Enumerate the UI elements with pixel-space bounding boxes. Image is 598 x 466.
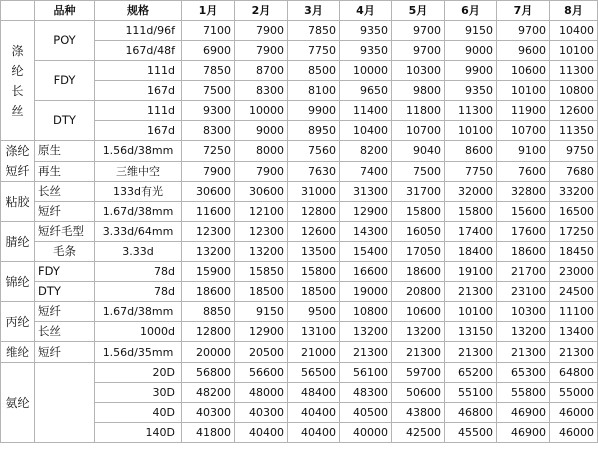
price-cell: 10400 (340, 121, 392, 141)
price-cell: 8850 (182, 302, 235, 322)
price-cell: 7630 (288, 161, 340, 182)
table-row (1, 242, 598, 262)
price-cell: 7850 (288, 21, 340, 41)
price-cell: 10700 (497, 121, 550, 141)
price-cell: 31300 (340, 182, 392, 202)
price-cell: 32000 (445, 182, 497, 202)
price-cell: 8200 (340, 141, 392, 162)
variety-cell: 短纤 (35, 342, 95, 363)
price-cell: 9350 (340, 21, 392, 41)
price-cell: 9650 (340, 81, 392, 101)
price-cell: 7500 (182, 81, 235, 101)
category-cell: 涤纶短纤 (1, 141, 35, 182)
variety-cell (35, 363, 95, 443)
price-cell: 9040 (392, 141, 445, 162)
price-cell: 9600 (497, 41, 550, 61)
spec-cell: 111d/96f (95, 21, 182, 41)
price-cell: 8950 (288, 121, 340, 141)
price-cell: 11100 (550, 302, 598, 322)
price-cell: 7500 (392, 161, 445, 182)
price-cell: 45500 (445, 423, 497, 443)
price-cell: 40000 (340, 423, 392, 443)
price-cell: 10300 (497, 302, 550, 322)
price-cell: 17050 (392, 242, 445, 262)
variety-cell: POY (35, 21, 95, 61)
price-cell: 65200 (445, 363, 497, 383)
price-cell: 46800 (445, 403, 497, 423)
price-cell: 11600 (182, 202, 235, 222)
price-cell: 48400 (288, 383, 340, 403)
price-cell: 10300 (392, 61, 445, 81)
price-cell: 30600 (182, 182, 235, 202)
spec-cell: 1.67d/38mm (95, 202, 182, 222)
price-cell: 8700 (235, 61, 288, 81)
price-cell: 16050 (392, 222, 445, 242)
price-cell: 10800 (550, 81, 598, 101)
price-cell: 10600 (497, 61, 550, 81)
spec-cell: 3.33d/64mm (95, 222, 182, 242)
table-row (1, 21, 598, 41)
price-cell: 17400 (445, 222, 497, 242)
price-cell: 33200 (550, 182, 598, 202)
price-cell: 15800 (288, 262, 340, 282)
variety-cell: 短纤毛型 (35, 222, 95, 242)
price-cell: 8600 (445, 141, 497, 162)
price-cell: 9750 (550, 141, 598, 162)
spec-cell: 111d (95, 101, 182, 121)
spec-cell: 40D (95, 403, 182, 423)
variety-cell: 毛条 (35, 242, 95, 262)
header-variety: 品种 (35, 1, 95, 21)
price-cell: 18500 (288, 282, 340, 302)
price-cell: 9500 (288, 302, 340, 322)
table-row (1, 302, 598, 322)
price-cell: 10100 (497, 81, 550, 101)
price-cell: 9150 (235, 302, 288, 322)
price-cell: 7900 (235, 41, 288, 61)
price-cell: 13150 (445, 322, 497, 342)
category-cell: 维纶 (1, 342, 35, 363)
table-row (1, 141, 598, 162)
price-cell: 7250 (182, 141, 235, 162)
price-cell: 18600 (497, 242, 550, 262)
price-cell: 21300 (392, 342, 445, 363)
price-cell: 12100 (235, 202, 288, 222)
table-row (1, 182, 598, 202)
table-row (1, 101, 598, 121)
price-cell: 12800 (182, 322, 235, 342)
spec-cell: 167d (95, 121, 182, 141)
price-cell: 64800 (550, 363, 598, 383)
spec-cell: 1000d (95, 322, 182, 342)
price-cell: 13400 (550, 322, 598, 342)
price-cell: 18450 (550, 242, 598, 262)
price-cell: 8000 (235, 141, 288, 162)
price-cell: 30600 (235, 182, 288, 202)
header-spec: 规格 (95, 1, 182, 21)
price-cell: 9150 (445, 21, 497, 41)
price-cell: 13200 (497, 322, 550, 342)
price-cell: 16600 (340, 262, 392, 282)
variety-cell: 长丝 (35, 182, 95, 202)
header-month-1: 1月 (182, 1, 235, 21)
price-cell: 55000 (550, 383, 598, 403)
price-cell: 7100 (182, 21, 235, 41)
table-row (1, 262, 598, 282)
category-cell: 氨纶 (1, 363, 35, 443)
price-cell: 48200 (182, 383, 235, 403)
price-cell: 56500 (288, 363, 340, 383)
price-cell: 9800 (392, 81, 445, 101)
spec-cell: 20D (95, 363, 182, 383)
spec-cell: 1.56d/35mm (95, 342, 182, 363)
price-cell: 7850 (182, 61, 235, 81)
header-month-5: 5月 (392, 1, 445, 21)
header-month-3: 3月 (288, 1, 340, 21)
variety-cell: DTY (35, 282, 95, 302)
price-cell: 15600 (497, 202, 550, 222)
table-row (1, 363, 598, 383)
price-cell: 11350 (550, 121, 598, 141)
price-cell: 13500 (288, 242, 340, 262)
price-cell: 7400 (340, 161, 392, 182)
price-cell: 32800 (497, 182, 550, 202)
price-cell: 13100 (288, 322, 340, 342)
price-cell: 65300 (497, 363, 550, 383)
price-cell: 8300 (235, 81, 288, 101)
price-cell: 15800 (392, 202, 445, 222)
price-cell: 11800 (392, 101, 445, 121)
price-cell: 56600 (235, 363, 288, 383)
price-cell: 31000 (288, 182, 340, 202)
price-cell: 15900 (182, 262, 235, 282)
price-cell: 8500 (288, 61, 340, 81)
price-cell: 23000 (550, 262, 598, 282)
price-cell: 56800 (182, 363, 235, 383)
price-cell: 17250 (550, 222, 598, 242)
price-cell: 56100 (340, 363, 392, 383)
price-cell: 40400 (288, 403, 340, 423)
price-cell: 9900 (445, 61, 497, 81)
price-cell: 10700 (392, 121, 445, 141)
header-month-4: 4月 (340, 1, 392, 21)
price-cell: 18600 (182, 282, 235, 302)
price-cell: 42500 (392, 423, 445, 443)
price-cell: 14300 (340, 222, 392, 242)
price-cell: 10800 (340, 302, 392, 322)
price-cell: 21300 (550, 342, 598, 363)
price-cell: 12800 (288, 202, 340, 222)
price-cell: 40300 (235, 403, 288, 423)
spec-cell: 167d/48f (95, 41, 182, 61)
spec-cell: 30D (95, 383, 182, 403)
category-cell: 粘胶 (1, 182, 35, 222)
variety-cell: 原生 (35, 141, 95, 162)
price-cell: 10100 (445, 121, 497, 141)
price-cell: 12900 (235, 322, 288, 342)
price-cell: 9350 (445, 81, 497, 101)
price-cell: 55800 (497, 383, 550, 403)
price-cell: 13200 (235, 242, 288, 262)
price-cell: 46900 (497, 403, 550, 423)
variety-cell: 长丝 (35, 322, 95, 342)
header-month-6: 6月 (445, 1, 497, 21)
spec-cell: 3.33d (95, 242, 182, 262)
spec-cell: 167d (95, 81, 182, 101)
price-cell: 19100 (445, 262, 497, 282)
price-cell: 13200 (340, 322, 392, 342)
price-cell: 31700 (392, 182, 445, 202)
price-cell: 10000 (340, 61, 392, 81)
category-cell: 腈纶 (1, 222, 35, 262)
price-cell: 40300 (182, 403, 235, 423)
header-month-7: 7月 (497, 1, 550, 21)
table-row (1, 222, 598, 242)
price-cell: 19000 (340, 282, 392, 302)
price-cell: 21700 (497, 262, 550, 282)
price-cell: 12900 (340, 202, 392, 222)
price-cell: 21300 (445, 282, 497, 302)
price-cell: 20000 (182, 342, 235, 363)
table-row (1, 61, 598, 81)
price-cell: 11300 (550, 61, 598, 81)
price-cell: 9300 (182, 101, 235, 121)
price-cell: 17600 (497, 222, 550, 242)
price-cell: 15800 (445, 202, 497, 222)
price-cell: 8300 (182, 121, 235, 141)
price-cell: 18500 (235, 282, 288, 302)
table-row (1, 282, 598, 302)
price-cell: 10100 (550, 41, 598, 61)
price-cell: 21300 (497, 342, 550, 363)
price-cell: 18400 (445, 242, 497, 262)
variety-cell: 短纤 (35, 202, 95, 222)
header-category (1, 1, 35, 21)
spec-cell: 78d (95, 262, 182, 282)
price-cell: 12600 (288, 222, 340, 242)
header-month-8: 8月 (550, 1, 598, 21)
price-cell: 12600 (550, 101, 598, 121)
price-cell: 41800 (182, 423, 235, 443)
price-cell: 50600 (392, 383, 445, 403)
price-cell: 7750 (445, 161, 497, 182)
price-cell: 11300 (445, 101, 497, 121)
price-cell: 40400 (288, 423, 340, 443)
price-cell: 55100 (445, 383, 497, 403)
price-cell: 46000 (550, 403, 598, 423)
price-cell: 48300 (340, 383, 392, 403)
price-cell: 43800 (392, 403, 445, 423)
price-cell: 10400 (550, 21, 598, 41)
price-cell: 23100 (497, 282, 550, 302)
price-cell: 7900 (235, 161, 288, 182)
spec-cell: 1.56d/38mm (95, 141, 182, 162)
variety-cell: FDY (35, 61, 95, 101)
price-cell: 13200 (392, 322, 445, 342)
price-cell: 20500 (235, 342, 288, 363)
variety-cell: 短纤 (35, 302, 95, 322)
variety-cell: FDY (35, 262, 95, 282)
price-cell: 46000 (550, 423, 598, 443)
price-cell: 21000 (288, 342, 340, 363)
price-cell: 16500 (550, 202, 598, 222)
price-cell: 59700 (392, 363, 445, 383)
price-cell: 24500 (550, 282, 598, 302)
table-row (1, 161, 598, 182)
spec-cell: 1.67d/38mm (95, 302, 182, 322)
header-month-2: 2月 (235, 1, 288, 21)
table-row (1, 202, 598, 222)
price-cell: 10100 (445, 302, 497, 322)
table-row (1, 342, 598, 363)
price-cell: 12300 (235, 222, 288, 242)
price-cell: 10000 (235, 101, 288, 121)
variety-cell: DTY (35, 101, 95, 141)
price-cell: 7750 (288, 41, 340, 61)
price-cell: 8100 (288, 81, 340, 101)
variety-cell: 再生 (35, 161, 95, 182)
price-cell: 7680 (550, 161, 598, 182)
price-cell: 40500 (340, 403, 392, 423)
price-cell: 11400 (340, 101, 392, 121)
price-cell: 7600 (497, 161, 550, 182)
price-cell: 21300 (340, 342, 392, 363)
spec-cell: 三维中空 (95, 161, 182, 182)
price-cell: 15400 (340, 242, 392, 262)
price-cell: 7560 (288, 141, 340, 162)
price-cell: 9100 (497, 141, 550, 162)
price-cell: 10600 (392, 302, 445, 322)
price-cell: 6900 (182, 41, 235, 61)
price-cell: 20800 (392, 282, 445, 302)
category-cell: 涤纶长丝 (1, 21, 35, 141)
spec-cell: 78d (95, 282, 182, 302)
price-cell: 46900 (497, 423, 550, 443)
price-cell: 48000 (235, 383, 288, 403)
price-cell: 7900 (235, 21, 288, 41)
price-cell: 9700 (497, 21, 550, 41)
price-cell: 9000 (235, 121, 288, 141)
spec-cell: 140D (95, 423, 182, 443)
price-cell: 9000 (445, 41, 497, 61)
price-cell: 9350 (340, 41, 392, 61)
spec-cell: 111d (95, 61, 182, 81)
price-cell: 40400 (235, 423, 288, 443)
price-cell: 13200 (182, 242, 235, 262)
price-cell: 15850 (235, 262, 288, 282)
header-row (1, 1, 598, 21)
table-row (1, 322, 598, 342)
price-cell: 9900 (288, 101, 340, 121)
spec-cell: 133d有光 (95, 182, 182, 202)
price-cell: 9700 (392, 21, 445, 41)
price-cell: 21300 (445, 342, 497, 363)
price-cell: 18600 (392, 262, 445, 282)
category-cell: 锦纶 (1, 262, 35, 302)
price-cell: 7900 (182, 161, 235, 182)
price-cell: 9700 (392, 41, 445, 61)
category-cell: 丙纶 (1, 302, 35, 342)
price-cell: 11900 (497, 101, 550, 121)
table-body (1, 21, 598, 443)
price-cell: 12300 (182, 222, 235, 242)
